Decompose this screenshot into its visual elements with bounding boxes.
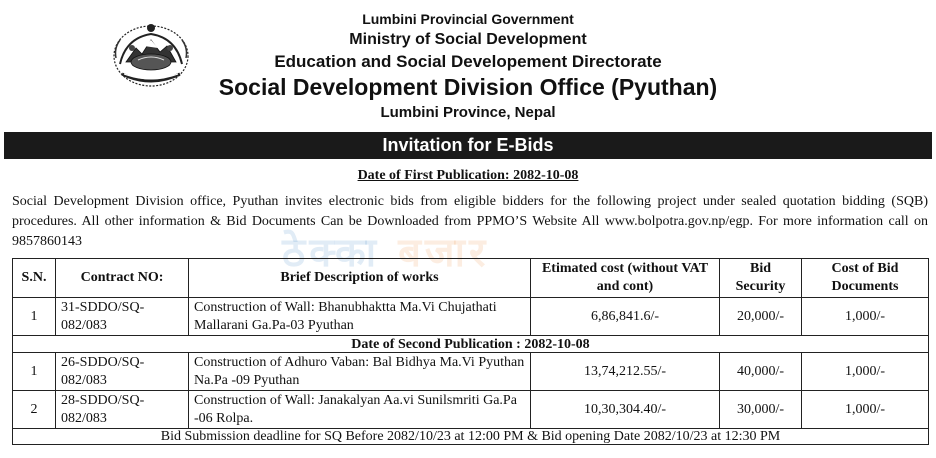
cell-estimated-cost: 6,86,841.6/- [531, 298, 720, 336]
cell-contract: 28-SDDO/SQ-082/083 [56, 391, 189, 429]
deadline-row [13, 429, 929, 445]
cell-description: Construction of Wall: Janakalyan Aa.vi Sunilsmriti Ga.Pa -06 Rolpa. [189, 391, 531, 429]
cell-sn: 1 [13, 353, 56, 391]
cell-bid-security: 30,000/- [720, 391, 802, 429]
cell-description: Construction of Adhuro Vaban: Bal Bidhya Ma.Vi Pyuthan Na.Pa -09 Pyuthan [189, 353, 531, 391]
invitation-banner: Invitation for E-Bids [4, 132, 932, 159]
cell-document-cost: 1,000/- [802, 353, 929, 391]
table-row [13, 353, 929, 391]
directorate-name: Education and Social Developement Directorate [274, 52, 662, 71]
table-row [13, 391, 929, 429]
province-government: Lumbini Provincial Government [362, 11, 574, 27]
cell-sn: 1 [13, 298, 56, 336]
second-publication-date: Date of Second Publication : 2082-10-08 [13, 336, 929, 353]
cell-bid-security: 40,000/- [720, 353, 802, 391]
cell-estimated-cost: 13,74,212.55/- [531, 353, 720, 391]
watermark-part-1: ठेक्का [282, 230, 381, 276]
col-header-description: Brief Description of works [189, 259, 531, 298]
bids-table [12, 258, 929, 445]
cell-document-cost: 1,000/- [802, 298, 929, 336]
col-header-bid-security: Bid Security [720, 259, 802, 298]
ministry-name: Ministry of Social Development [349, 31, 587, 48]
table-row [13, 298, 929, 336]
office-location: Lumbini Province, Nepal [380, 104, 556, 121]
cell-contract: 31-SDDO/SQ-082/083 [56, 298, 189, 336]
first-publication-date: Date of First Publication: 2082-10-08 [357, 168, 579, 183]
intro-paragraph: Social Development Division office, Pyuthan invites electronic bids from eligible bidders for the following project under sealed quotation bidding (SQB) procedures. All other information & Bid Documents Can be Downloaded from PPMO’S Website All www.bolpotra.gov.np/egp. For more information call on 9857860143 [12, 194, 928, 249]
cell-sn: 2 [13, 391, 56, 429]
table-header-row [13, 259, 929, 298]
second-publication-row [13, 336, 929, 353]
cell-contract: 26-SDDO/SQ-082/083 [56, 353, 189, 391]
col-header-document-cost: Cost of Bid Documents [802, 259, 929, 298]
col-header-contract: Contract NO: [56, 259, 189, 298]
bid-deadline-note: Bid Submission deadline for SQ Before 2082/10/23 at 12:00 PM & Bid opening Date 2082/10/23 at 12:30 PM [13, 429, 929, 445]
col-header-estimated-cost: Etimated cost (without VAT and cont) [531, 259, 720, 298]
cell-bid-security: 20,000/- [720, 298, 802, 336]
cell-document-cost: 1,000/- [802, 391, 929, 429]
cell-description: Construction of Wall: Bhanubhaktta Ma.Vi Chujathati Mallarani Ga.Pa-03 Pyuthan [189, 298, 531, 336]
col-header-sn: S.N. [13, 259, 56, 298]
cell-estimated-cost: 10,30,304.40/- [531, 391, 720, 429]
office-name: Social Development Division Office (Pyuthan) [218, 74, 718, 100]
watermark-part-2: बजार [398, 230, 490, 276]
